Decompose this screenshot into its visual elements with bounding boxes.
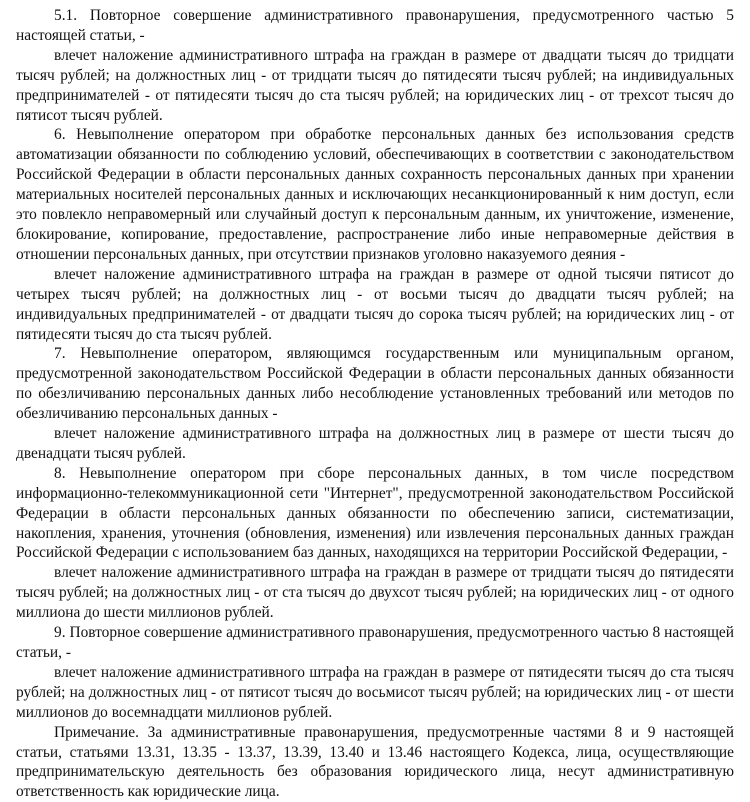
paragraph-6-penalty: влечет наложение административного штрафа на граждан в размере от одной тысячи пятисот до четырех тысяч рублей; на должностных лиц - от восьми тысяч до двадцати тысяч рублей; на индивидуальных предпринимателей - от двадцати тысяч до сорока тысяч рублей; на юридических лиц - от пятидесяти тысяч до ста тысяч рублей. [16, 265, 734, 343]
paragraph-7-offense: 7. Невыполнение оператором, являющимся государственным или муниципальным органом, предусмотренной законодательством Российской Федерации в области персональных данных обязанности по обезличиванию персональных данных либо несоблюдение установленных требований или методов по обезличиванию персональных данных - [16, 345, 734, 423]
paragraph-8-penalty: влечет наложение административного штрафа на граждан в размере от тридцати тысяч до пятидесяти тысяч рублей; на должностных лиц - от ста тысяч до двухсот тысяч рублей; на юридических лиц - от одного миллиона до шести миллионов рублей. [16, 564, 734, 622]
paragraph-9-penalty: влечет наложение административного штрафа на граждан в размере от пятидесяти тысяч до ста тысяч рублей; на должностных лиц - от пятисот тысяч до восьмисот тысяч рублей; на юридических лиц - от шести миллионов до восемнадцати миллионов рублей. [16, 663, 734, 721]
paragraph-7-penalty: влечет наложение административного штрафа на должностных лиц в размере от шести тысяч до двенадцати тысяч рублей. [16, 425, 734, 462]
paragraph-8-offense: 8. Невыполнение оператором при сборе персональных данных, в том числе посредством информационно-телекоммуникационной сети "Интернет", предусмотренной законодательством Российской Федерации в области персональных данных обязанности по обеспечению записи, систематизации, накопления, хранения, уточнения (обновления, изменения) или извлечения персональных данных граждан Российской Федерации с использованием баз данных, находящихся на территории Российской Федерации, - [16, 464, 734, 562]
note-paragraph: Примечание. За административные правонарушения, предусмотренные частями 8 и 9 настоящей статьи, статьями 13.31, 13.35 - 13.37, 13.39, 13.40 и 13.46 настоящего Кодекса, лица, осуществляющие предпринимательскую деятельность без образования юридического лица, несут административную ответственность как юридические лица. [16, 723, 734, 801]
paragraph-5-1-offense: 5.1. Повторное совершение административного правонарушения, предусмотренного частью 5 настоящей статьи, - [16, 7, 734, 44]
paragraph-6-offense: 6. Невыполнение оператором при обработке персональных данных без использования средств автоматизации обязанности по соблюдению условий, обеспечивающих в соответствии с законодательством Российской Федерации в области персональных данных сохранность персональных данных при хранении материальных носителей персональных данных и исключающих несанкционированный к ним доступ, если это повлекло неправомерный или случайный доступ к персональным данным, их уничтожение, изменение, блокирование, копирование, предоставление, распространение либо иные неправомерные действия в отношении персональных данных, при отсутствии признаков уголовно наказуемого деяния - [16, 126, 734, 263]
paragraph-5-1-penalty: влечет наложение административного штрафа на граждан в размере от двадцати тысяч до тридцати тысяч рублей; на должностных лиц - от тридцати тысяч до пятидесяти тысяч рублей; на индивидуальных предпринимателей - от пятидесяти тысяч до ста тысяч рублей; на юридических лиц - от трехсот тысяч до пятисот тысяч рублей. [16, 46, 734, 124]
paragraph-9-offense: 9. Повторное совершение административного правонарушения, предусмотренного частью 8 настоящей статьи, - [16, 624, 734, 661]
